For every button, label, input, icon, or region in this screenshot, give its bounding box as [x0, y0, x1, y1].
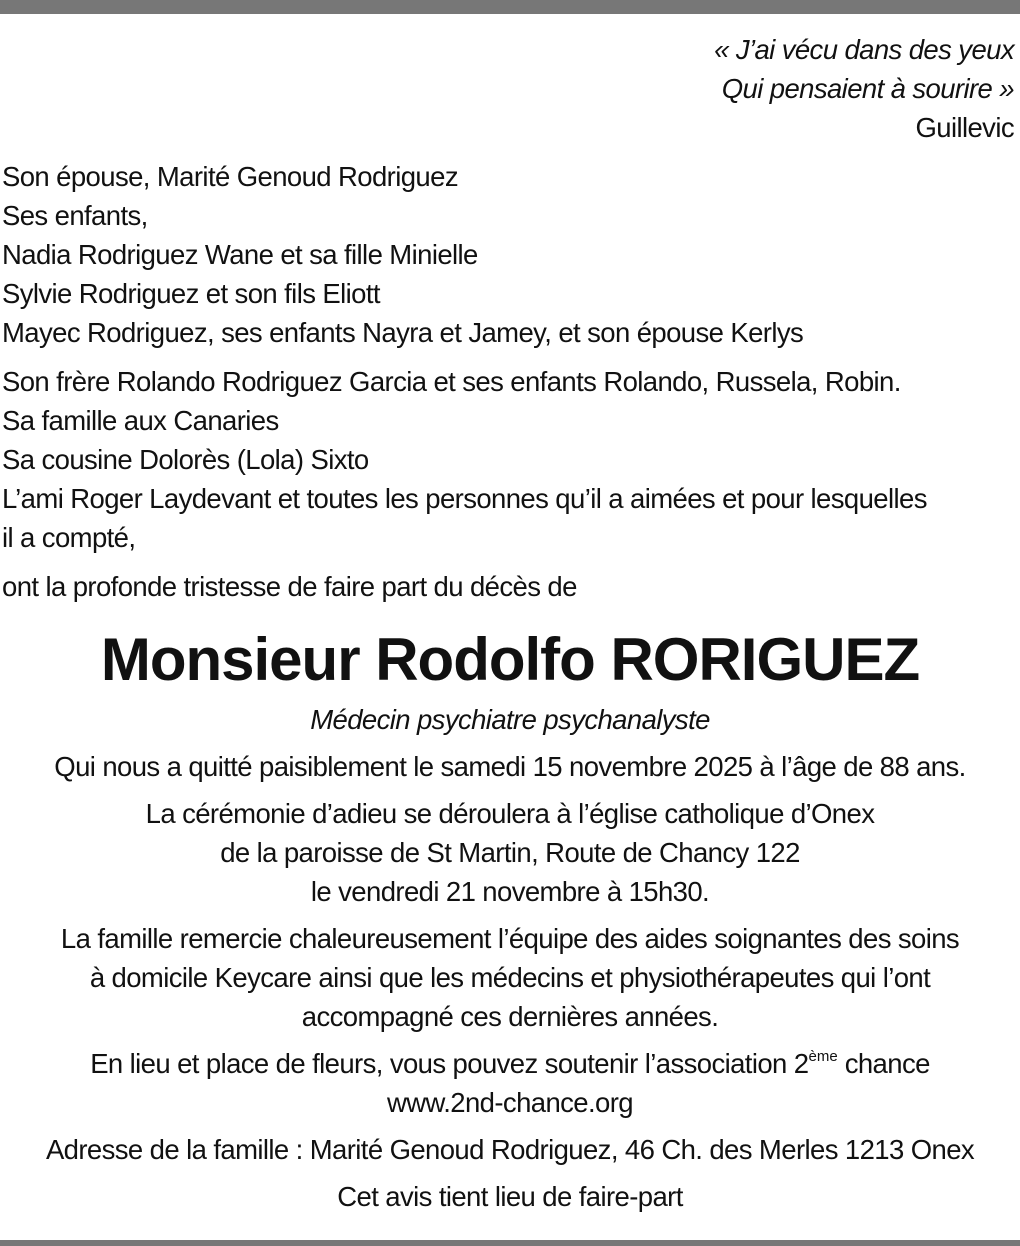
family-line: Sylvie Rodriguez et son fils Eliott [2, 278, 380, 309]
relatives-line: L’ami Roger Laydevant et toutes les personnes qu’il a aimées et pour lesquelles [2, 483, 927, 514]
quote-line-1: « J’ai vécu dans des yeux [714, 34, 1014, 65]
donation-line [0, 1044, 1020, 1083]
bottom-rule [0, 1240, 1020, 1246]
relatives-line: Sa famille aux Canaries [2, 405, 279, 436]
ceremony-details [0, 794, 1020, 911]
family-line: Mayec Rodriguez, ses enfants Nayra et Jamey, et son épouse Kerlys [2, 317, 804, 348]
top-rule [0, 0, 1020, 14]
thanks-line: à domicile Keycare ainsi que les médecins et physiothérapeutes qui l’ont [89, 962, 931, 993]
ceremony-line: La cérémonie d’adieu se déroulera à l’église catholique d’Onex [145, 798, 875, 829]
donation-superscript: ème [808, 1048, 838, 1065]
thanks-line: La famille remercie chaleureusement l’équipe des aides soignantes des soins [60, 923, 960, 954]
epigraph-quote [0, 30, 1020, 147]
announcement-text: ont la profonde tristesse de faire part du décès de [2, 571, 577, 602]
relatives-line: il a compté, [2, 522, 136, 553]
ceremony-line: de la paroisse de St Martin, Route de Chancy 122 [220, 837, 800, 868]
family-line: Son épouse, Marité Genoud Rodriguez [2, 161, 458, 192]
relatives-line: Sa cousine Dolorès (Lola) Sixto [2, 444, 369, 475]
quote-line-2: Qui pensaient à sourire » [721, 73, 1014, 104]
closing-note: Cet avis tient lieu de faire-part [337, 1181, 683, 1212]
family-line: Ses enfants, [2, 200, 148, 231]
donation-website: www.2nd-chance.org [386, 1087, 633, 1118]
deceased-profession: Médecin psychiatre psychanalyste [310, 704, 710, 735]
donation-info [0, 1044, 1020, 1122]
donation-text: En lieu et place de fleurs, vous pouvez soutenir l’association 2 [90, 1048, 809, 1079]
family-list [0, 157, 1020, 352]
family-address: Adresse de la famille : Marité Genoud Rodriguez, 46 Ch. des Merles 1213 Onex [45, 1134, 975, 1165]
relatives-line: Son frère Rolando Rodriguez Garcia et ses enfants Rolando, Russela, Robin. [2, 366, 901, 397]
family-line: Nadia Rodriguez Wane et sa fille Minielle [2, 239, 478, 270]
thanks-line: accompagné ces dernières années. [301, 1001, 719, 1032]
obituary-notice [0, 30, 1020, 1216]
donation-text-end: chance [837, 1048, 930, 1079]
relatives-list [0, 362, 1020, 557]
ceremony-line: le vendredi 21 novembre à 15h30. [310, 876, 710, 907]
thanks-message [0, 919, 1020, 1036]
deceased-name: Monsieur Rodolfo RORIGUEZ [100, 626, 920, 693]
death-notice: Qui nous a quitté paisiblement le samedi 15 novembre 2025 à l’âge de 88 ans. [54, 751, 966, 782]
quote-author: Guillevic [915, 112, 1014, 143]
